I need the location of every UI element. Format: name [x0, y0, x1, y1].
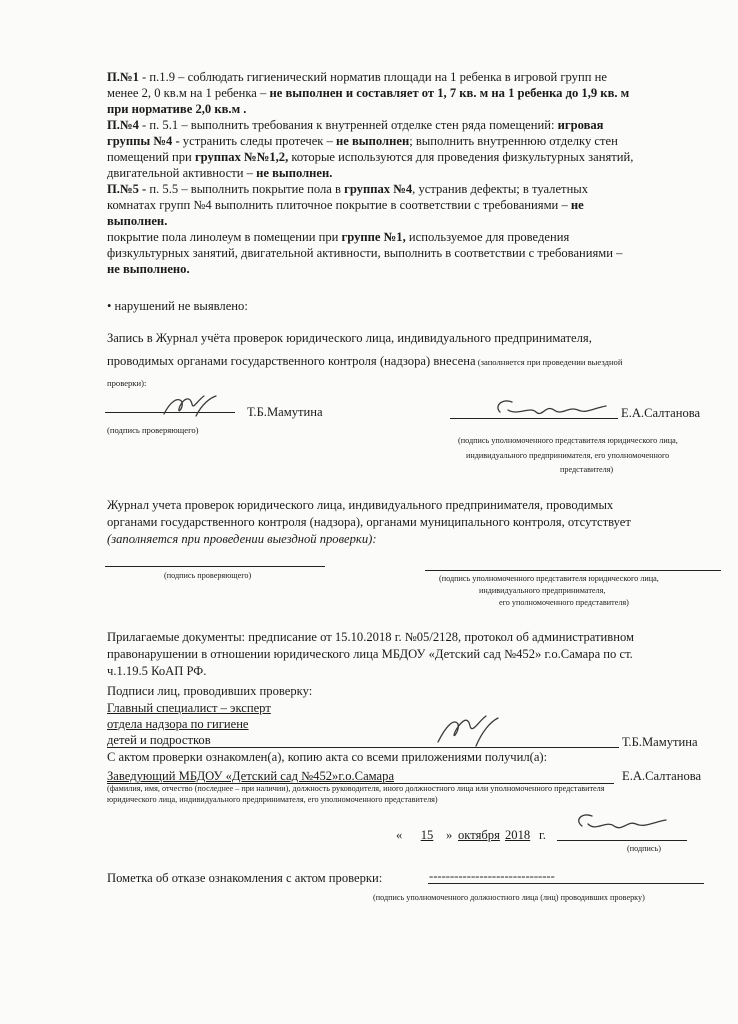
- item-5-text: покрытие пола линолеум в помещении при: [107, 230, 342, 244]
- item-4-line-3: [107, 149, 633, 166]
- representative-name: Е.А.Салтанова: [621, 406, 701, 420]
- no-violations-text: • нарушений не выявлено:: [107, 299, 248, 313]
- item-4-text: устранить следы протечек –: [179, 134, 337, 148]
- item-1-line-3: при нормативе 2,0 кв.м .: [107, 102, 247, 116]
- head-name: Е.А.Салтанова: [622, 769, 702, 783]
- date-month: октября: [458, 828, 500, 842]
- journal-entry-text: проводимых органами государственного контроля (надзора) внесена: [107, 354, 476, 368]
- refusal-value: ------------------------------: [429, 869, 555, 883]
- journal-entry-note: (заполняется при проведении выездной: [475, 357, 623, 367]
- date-signature-caption: (подпись): [627, 844, 661, 853]
- attached-docs-line-1: Прилагаемые документы: предписание от 15.10.2018 г. №05/2128, протокол об административном: [107, 630, 634, 644]
- item-1-label: П.№1: [107, 70, 139, 84]
- representative-signature: [490, 394, 610, 424]
- item-5-line-4: [107, 229, 569, 246]
- item-4-text: помещений при: [107, 150, 195, 164]
- signature-line-representative-2: [425, 570, 721, 571]
- position-line-2: отдела надзора по гигиене: [107, 717, 249, 731]
- signature-line-refusal: [428, 883, 704, 884]
- item-4-label: П.№4: [107, 118, 139, 132]
- item-4-status: не выполнен: [336, 134, 410, 148]
- item-5-line-3: выполнен.: [107, 214, 168, 228]
- date-signature: [570, 810, 670, 840]
- item-4-groups: группах №№1,2,: [194, 150, 289, 164]
- signatures-heading: Подписи лиц, проводивших проверку:: [107, 684, 313, 698]
- item-4-text: которые используются для проведения физкультурных занятий,: [288, 150, 634, 164]
- item-5-line-2: [107, 197, 584, 214]
- position-line-1: Главный специалист – эксперт: [107, 701, 271, 715]
- item-5-line-1: [107, 181, 588, 198]
- representative-caption-1: (подпись уполномоченного представителя юридического лица,: [458, 436, 678, 445]
- item-5-text: , устранив дефекты; в туалетных: [412, 182, 589, 196]
- item-4-status: не выполнен.: [256, 166, 333, 180]
- item-4-text-bold: игровая: [557, 118, 604, 132]
- item-5-groups: группе №1,: [341, 230, 406, 244]
- inspector-caption-2: (подпись проверяющего): [164, 571, 252, 580]
- final-inspector-signature: [432, 712, 502, 750]
- item-4-text: ; выполнить внутреннюю отделку стен: [409, 134, 618, 148]
- item-4-group: группы №4 -: [107, 134, 180, 148]
- item-1-status: не выполнен и составляет от 1, 7 кв. м на 1 ребенка до 1,9 кв. м: [269, 86, 630, 100]
- item-4-text: двигательной активности –: [107, 166, 257, 180]
- inspector-name: Т.Б.Мамутина: [247, 405, 323, 419]
- date-year: 2018: [505, 828, 531, 842]
- position-line-3: детей и подростков: [107, 733, 211, 747]
- date-close-quote: »: [446, 828, 453, 842]
- item-5-text: используемое для проведения: [405, 230, 570, 244]
- item-4-text: - п. 5.1 – выполнить требования к внутренней отделке стен ряда помещений:: [138, 118, 558, 132]
- item-4-line-4: [107, 165, 332, 182]
- final-inspector-name: Т.Б.Мамутина: [622, 735, 698, 749]
- journal-absent-line-1: Журнал учета проверок юридического лица, индивидуального предпринимателя, проводимых: [107, 498, 614, 512]
- journal-entry-line-2: [107, 353, 622, 370]
- item-5-line-6: не выполнено.: [107, 262, 190, 276]
- representative-caption-2: индивидуального предпринимателя, его уполномоченного: [466, 451, 670, 460]
- item-1-text: - п.1.9 – соблюдать гигиенический норматив площади на 1 ребенка в игровой групп не: [138, 70, 607, 84]
- date-open-quote: «: [396, 828, 403, 842]
- representative-caption-2-3: его уполномоченного представителя): [499, 598, 629, 607]
- signature-line-inspector-2: [105, 566, 325, 567]
- representative-caption-2-2: индивидуального предпринимателя,: [479, 586, 606, 595]
- item-5-groups: группах №4: [344, 182, 413, 196]
- inspector-caption: (подпись проверяющего): [107, 425, 199, 435]
- journal-entry-line-1: Запись в Журнал учёта проверок юридического лица, индивидуального предпринимателя,: [107, 331, 592, 345]
- date-day: 15: [420, 828, 434, 842]
- head-role: Заведующий МБДОУ «Детский сад №452»г.о.Самара: [107, 769, 395, 783]
- inspector-signature: [160, 392, 220, 422]
- signature-line-final-inspector: [107, 747, 619, 748]
- item-5-text: комнатах групп №4 выполнить плиточное покрытие в соответствии с требованиями –: [107, 198, 571, 212]
- attached-docs-line-3: ч.1.19.5 КоАП РФ.: [107, 664, 207, 678]
- signature-line-date: [557, 840, 687, 841]
- refusal-caption: (подпись уполномоченного должностного лица (лиц) проводивших проверку): [373, 893, 645, 902]
- representative-caption-2-1: (подпись уполномоченного представителя юридического лица,: [439, 574, 659, 583]
- date-suffix: г.: [539, 828, 546, 842]
- attached-docs-line-2: правонарушении в отношении юридического лица МБДОУ «Детский сад №452» г.о.Самара по ст.: [107, 647, 633, 661]
- item-4-line-2: [107, 133, 618, 150]
- item-5-text: п. 5.5 – выполнить покрытие пола в: [146, 182, 345, 196]
- journal-entry-note-end: проверки):: [107, 378, 147, 388]
- refusal-label: Пометка об отказе ознакомления с актом проверки:: [107, 871, 383, 885]
- item-5-label: П.№5 -: [107, 182, 147, 196]
- acquainted-statement: С актом проверки ознакомлен(а), копию акта со всеми приложениями получил(а):: [107, 750, 548, 764]
- item-4-line-1: [107, 117, 603, 134]
- head-caption-2: юридического лица, индивидуального предпринимателя, его уполномоченного представителя): [107, 795, 438, 804]
- item-1-text: менее 2, 0 кв.м на 1 ребенка –: [107, 86, 270, 100]
- item-5-line-5: физкультурных занятий, двигательной активности, выполнить в соответствии с требованиями –: [107, 246, 623, 260]
- item-1-line-2: [107, 85, 629, 102]
- journal-absent-line-3: (заполняется при проведении выездной проверки):: [107, 532, 377, 546]
- journal-absent-line-2: органами государственного контроля (надзора), органами муниципального контроля, отсутствует: [107, 515, 631, 529]
- head-caption-1: (фамилия, имя, отчество (последнее – при наличии), должность руководителя, иного должностного лица или уполномоченного представителя: [107, 784, 605, 793]
- item-5-status: не: [570, 198, 584, 212]
- item-1-line-1: [107, 69, 607, 86]
- representative-caption-3: представителя): [560, 465, 614, 474]
